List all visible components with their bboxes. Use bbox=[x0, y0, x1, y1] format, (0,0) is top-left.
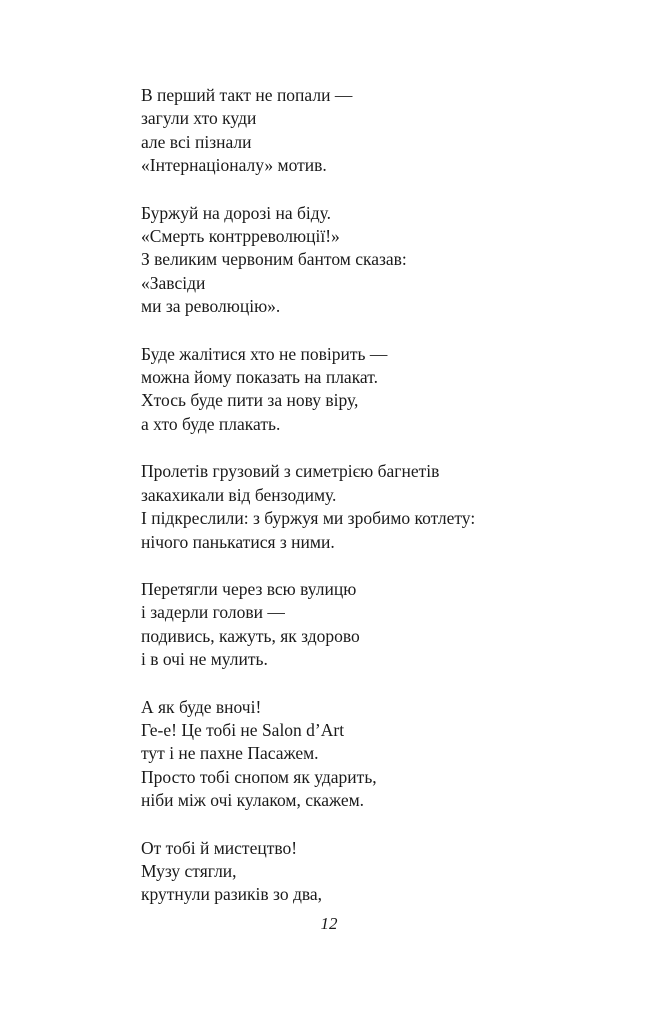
poem-line: А як буде вночі! bbox=[141, 696, 262, 717]
poem-line: Хтось буде пити за нову віру, bbox=[141, 390, 359, 411]
poem-line: Пролетів грузовий з симетрією багнетів bbox=[141, 461, 440, 482]
poem-line: подивись, кажуть, як здорово bbox=[141, 625, 360, 646]
poem-line: а хто буде плакать. bbox=[141, 413, 281, 434]
stanza-2 bbox=[141, 202, 561, 319]
poem-line: Просто тобі снопом як ударить, bbox=[141, 766, 377, 787]
poem-line: ми за революцію». bbox=[141, 296, 281, 317]
poem-line: але всі пізнали bbox=[141, 131, 252, 152]
stanza-4 bbox=[141, 460, 561, 554]
poem-line: крутнули разиків зо два, bbox=[141, 884, 323, 905]
poem-line: можна йому показать на плакат. bbox=[141, 367, 378, 388]
stanza-5 bbox=[141, 578, 561, 672]
poem-line: Ге-е! Це тобі не Salon d’Art bbox=[141, 719, 345, 740]
poem-line: І підкреслили: з буржуя ми зробимо котлету: bbox=[141, 508, 476, 529]
page-number: 12 bbox=[320, 914, 338, 933]
poem-line: Перетягли через всю вулицю bbox=[141, 578, 357, 599]
poem-line: нічого панькатися з ними. bbox=[141, 531, 335, 552]
poem-line: і в очі не мулить. bbox=[141, 649, 268, 670]
poem-line: і задерли голови — bbox=[141, 602, 285, 623]
poem-line: От тобі й мистецтво! bbox=[141, 837, 298, 858]
stanza-3 bbox=[141, 343, 561, 437]
poem-line: загули хто куди bbox=[141, 108, 257, 129]
poem-text bbox=[141, 84, 561, 931]
stanza-1 bbox=[141, 84, 561, 178]
poem-line: «Завсіди bbox=[141, 272, 206, 293]
poem-line: Музу стягли, bbox=[141, 860, 237, 881]
poem-line: В перший такт не попали — bbox=[141, 85, 353, 105]
stanza-7 bbox=[141, 837, 561, 907]
poem-line: ніби між очі кулаком, скажем. bbox=[141, 790, 365, 811]
poem-line: «Смерть контрреволюції!» bbox=[141, 226, 340, 247]
poem-line: «Інтернаціоналу» мотив. bbox=[141, 155, 327, 176]
poem-line: закахикали від бензодиму. bbox=[141, 484, 337, 505]
poem-line: тут і не пахне Пасажем. bbox=[141, 743, 319, 764]
poem-line: Буржуй на дорозі на біду. bbox=[141, 202, 332, 223]
stanza-6 bbox=[141, 696, 561, 813]
poem-line: Буде жалітися хто не повірить — bbox=[141, 343, 388, 364]
poem-line: З великим червоним бантом сказав: bbox=[141, 249, 407, 270]
